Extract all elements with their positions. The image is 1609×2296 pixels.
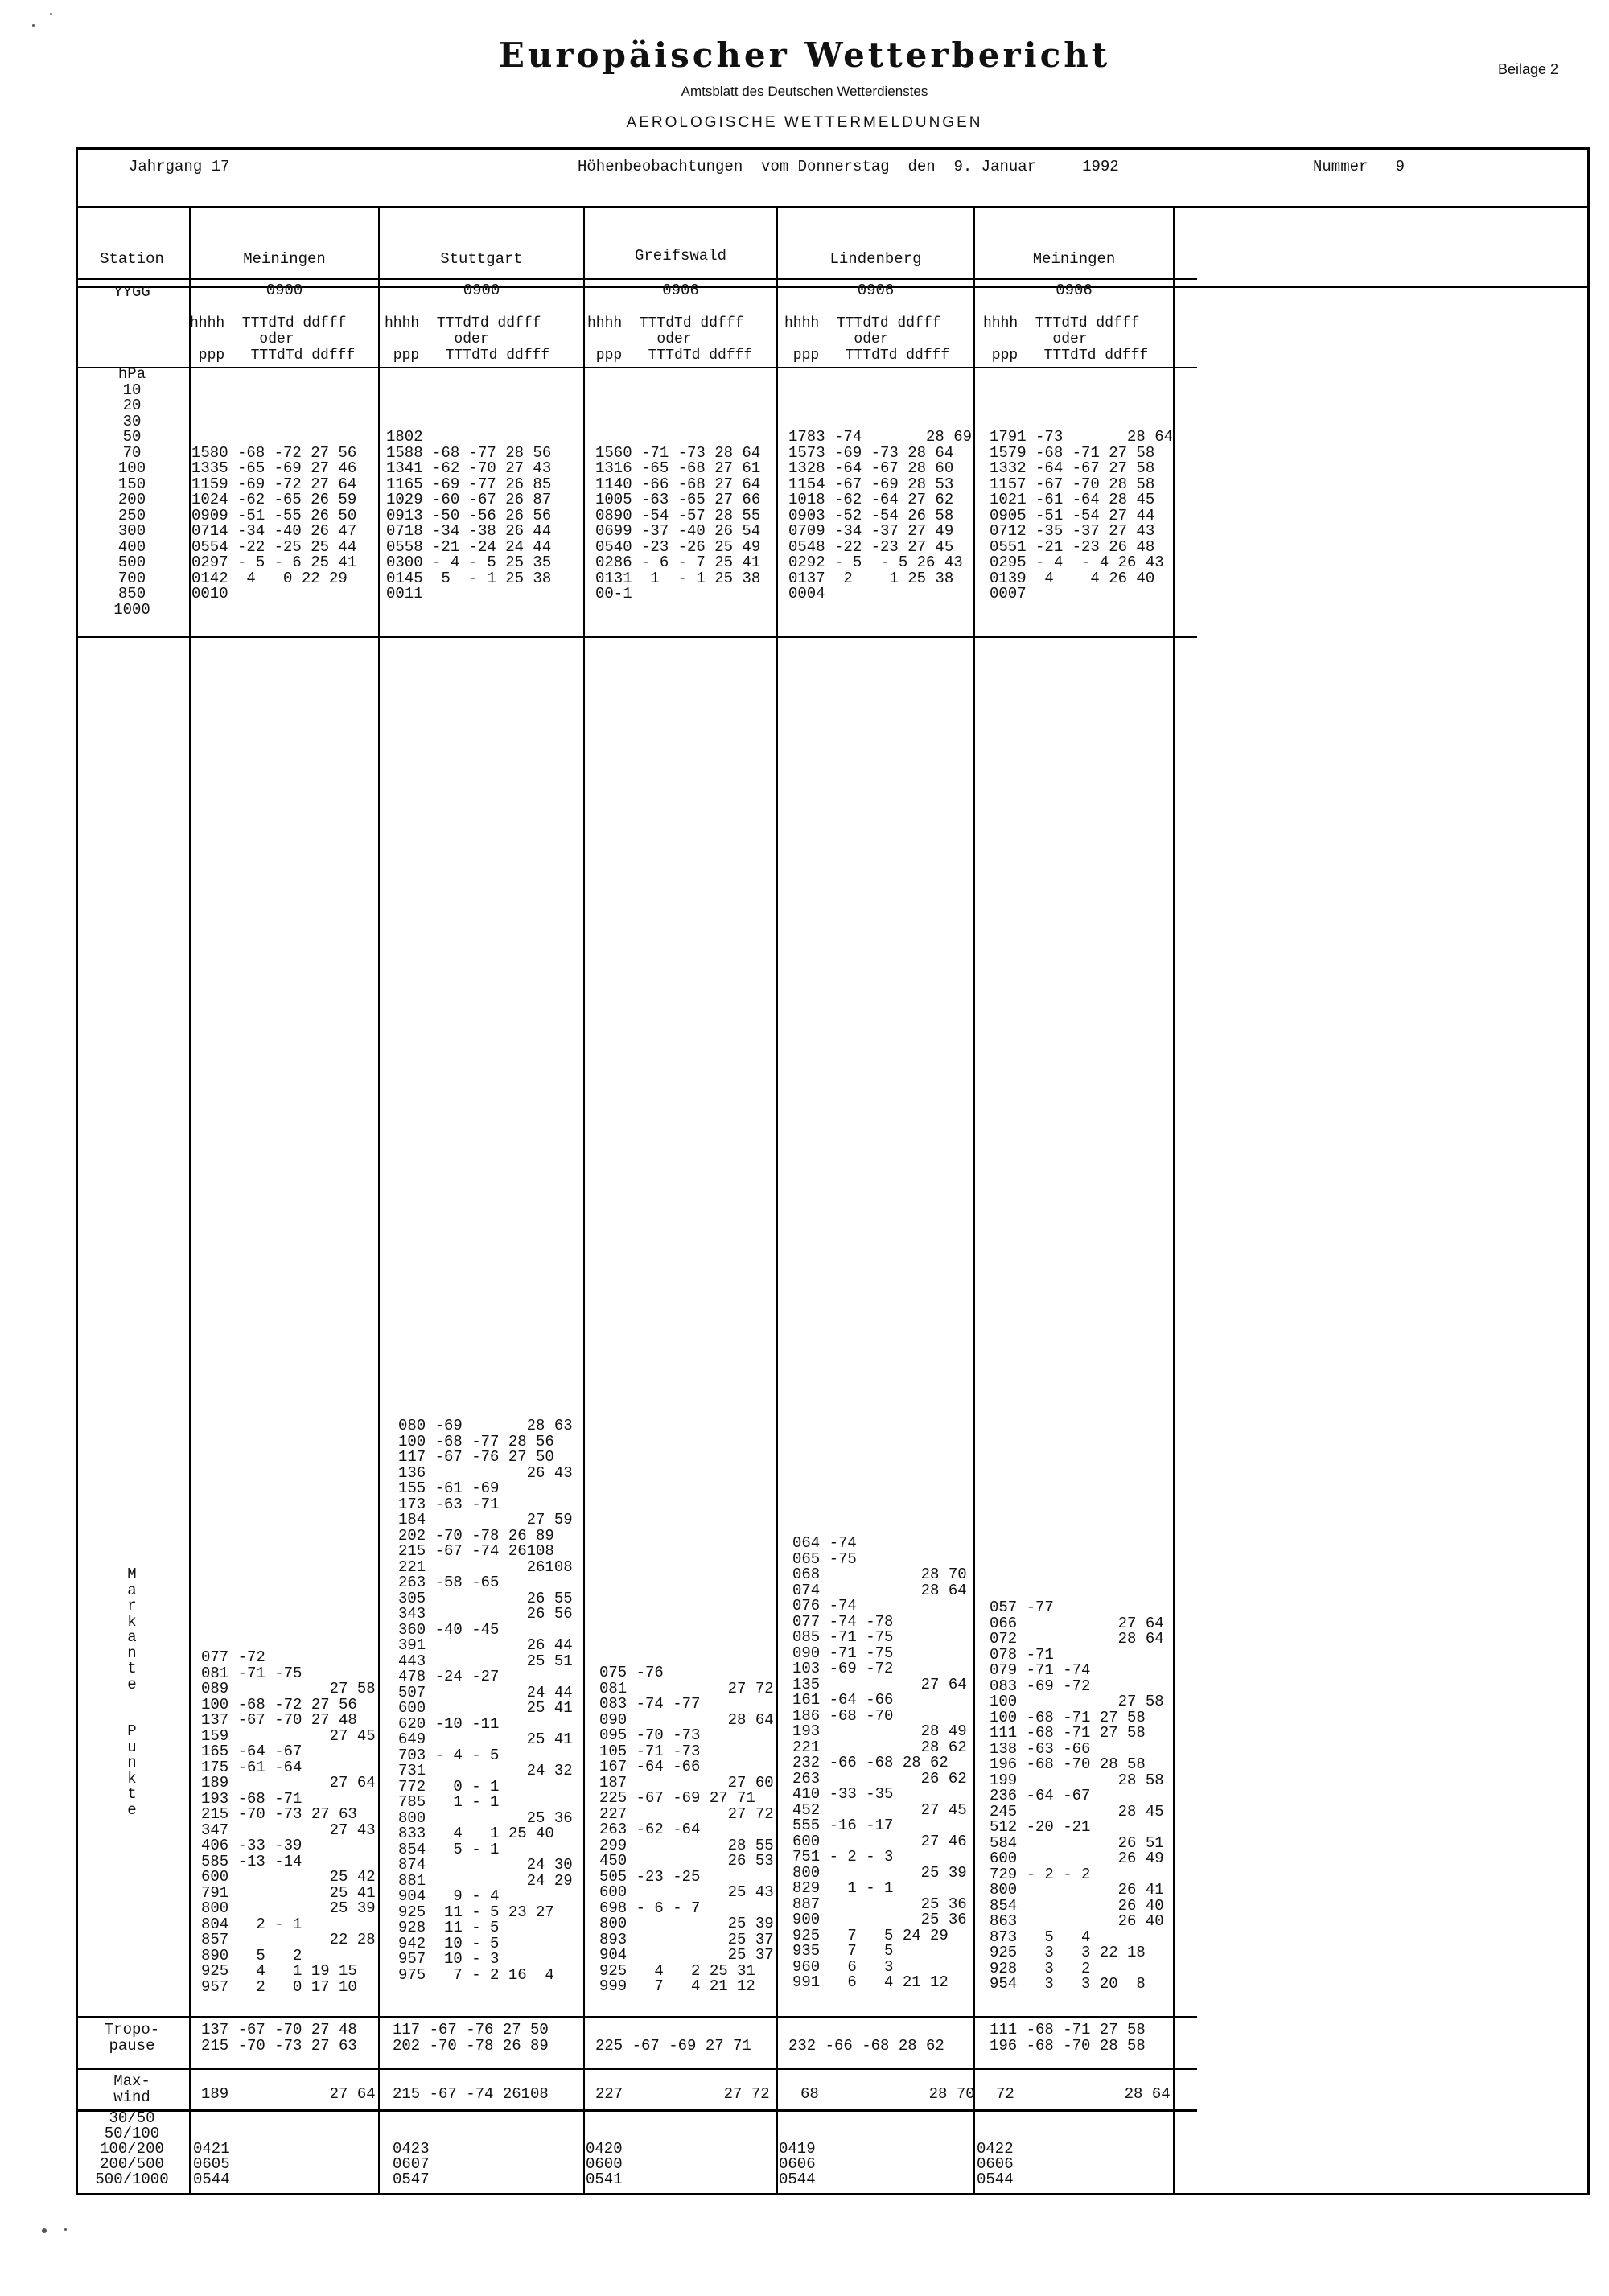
column-header: hhhh TTTdTd ddfff oder ppp TTTdTd ddfff	[983, 315, 1149, 364]
column-rule	[973, 206, 975, 2195]
thickness-data: 0422 0606 0544	[977, 2140, 1014, 2188]
maxwind-data: 227 27 72	[595, 2085, 770, 2103]
scan-speck	[32, 24, 35, 27]
column-rule	[378, 206, 380, 2195]
tropopause-data: 232 -66 -68 28 62	[788, 2036, 944, 2055]
supplement-label: Beilage 2	[1498, 61, 1559, 77]
station-name: Greifswald	[634, 247, 727, 265]
divider	[76, 636, 1197, 638]
section-title: AEROLOGISCHE WETTERMELDUNGEN	[626, 114, 983, 131]
column-rule	[189, 206, 191, 2195]
divider	[76, 2068, 1197, 2070]
divider	[76, 2016, 1197, 2018]
standard-levels: 1560 -71 -73 28 64 1316 -65 -68 27 61 1140 -66 -68 27 64 1005 -63 -65 27 66 0890 -54 -57 28 55 0699 -37 -40 26 54 0540 -23 -26 25 49 0286 - 6 - 7 25 41 0131 1 - 1 25 38 00-1	[595, 443, 761, 603]
divider	[76, 2109, 1197, 2112]
thickness-data: 0423 0607 0547	[393, 2140, 430, 2188]
maxwind-data: 68 28 70	[800, 2085, 975, 2103]
tropopause-data: 137 -67 -70 27 48 215 -70 -73 27 63	[201, 2021, 357, 2055]
issue-number: Nummer 9	[1313, 158, 1405, 175]
column-header: hhhh TTTdTd ddfff oder ppp TTTdTd ddfff	[385, 315, 550, 364]
thickness-label: 30/50 50/100 100/200 200/500 500/1000	[95, 2109, 169, 2188]
tropopause-data: 117 -67 -76 27 50 202 -70 -78 26 89	[393, 2021, 549, 2055]
significant-points: 057 -77 066 27 64 072 28 64 078 -71 079 -71 -74 083 -69 -72 100 27 58 100 -68 -71 27 58 111 -68 -71 27 58 138 -63 -66 196 -68 -70 28 58 199 28 58 236 -64 -67 245 28 45 512 -20 -21 584 26 51 600 26 49 729 - 2 - 2 800 26 41 854 26 40 863 26 40 873 5 4 925 3 3 22 18 928 3 2 954 3 3 20 8	[990, 1599, 1164, 1993]
scan-speck	[50, 13, 52, 15]
station-time: 0900	[463, 282, 500, 299]
station-time: 0906	[857, 282, 895, 299]
column-header: hhhh TTTdTd ddfff oder ppp TTTdTd ddfff	[190, 315, 356, 364]
pressure-levels: hPa 10 20 30 50 70 100 150 200 250 300 400 500 700 850 1000	[113, 365, 150, 619]
column-header: hhhh TTTdTd ddfff oder ppp TTTdTd ddfff	[784, 315, 950, 364]
column-rule	[776, 206, 778, 2195]
yygg-label: YYGG	[113, 283, 150, 301]
station-name: Meiningen	[1032, 250, 1116, 268]
column-rule	[1173, 206, 1175, 2195]
volume-label: Jahrgang 17	[129, 158, 230, 175]
scan-speck	[64, 2228, 67, 2231]
scan-speck	[42, 2228, 47, 2233]
station-time: 0906	[662, 282, 699, 299]
thickness-data: 0420 0600 0541	[586, 2140, 623, 2188]
standard-levels: 1802 1588 -68 -77 28 56 1341 -62 -70 27 43 1165 -69 -77 26 85 1029 -60 -67 26 87 0913 -50 -56 26 56 0718 -34 -38 26 44 0558 -21 -24 24 44 0300 - 4 - 5 25 35 0145 5 - 1 25 38 0011	[386, 428, 552, 603]
significant-points: 064 -74 065 -75 068 28 70 074 28 64 076 -74 077 -74 -78 085 -71 -75 090 -71 -75 103 -69 -72 135 27 64 161 -64 -66 186 -68 -70 193 28 49 221 28 62 232 -66 -68 28 62 263 26 62 410 -33 -35 452 27 45 555 -16 -17 600 27 46 751 - 2 - 3 800 25 39 829 1 - 1 887 25 36 900 25 36 925 7 5 24 29 935 7 5 960 6 3 991 6 4 21 12	[792, 1534, 967, 1991]
significant-points: 075 -76 081 27 72 083 -74 -77 090 28 64 095 -70 -73 105 -71 -73 167 -64 -66 187 27 60 225 -67 -69 27 71 227 27 72 263 -62 -64 299 28 55 450 26 53 505 -23 -25 600 25 43 698 - 6 - 7 800 25 39 893 25 37 904 25 37 925 4 2 25 31 999 7 4 21 12	[599, 1664, 774, 1995]
tropopause-data: 111 -68 -71 27 58 196 -68 -70 28 58	[990, 2021, 1146, 2055]
column-header: hhhh TTTdTd ddfff oder ppp TTTdTd ddfff	[587, 315, 753, 364]
maxwind-data: 215 -67 -74 26108	[393, 2085, 549, 2103]
page-subtitle: Amtsblatt des Deutschen Wetterdienstes	[681, 84, 928, 99]
divider	[76, 206, 1590, 208]
column-rule	[583, 206, 585, 2195]
thickness-data: 0419 0606 0544	[779, 2140, 816, 2188]
thickness-data: 0421 0605 0544	[193, 2140, 230, 2188]
standard-levels: 1580 -68 -72 27 56 1335 -65 -69 27 46 1159 -69 -72 27 64 1024 -62 -65 26 59 0909 -51 -55 26 50 0714 -34 -40 26 47 0554 -22 -25 25 44 0297 - 5 - 6 25 41 0142 4 0 22 29 0010	[191, 443, 357, 603]
station-time: 0900	[265, 282, 303, 299]
significant-points: 077 -72 081 -71 -75 089 27 58 100 -68 -72 27 56 137 -67 -70 27 48 159 27 45 165 -64 -67 175 -61 -64 189 27 64 193 -68 -71 215 -70 -73 27 63 347 27 43 406 -33 -39 585 -13 -14 600 25 42 791 25 41 800 25 39 804 2 - 1 857 22 28 890 5 2 925 4 1 19 15 957 2 0 17 10	[201, 1648, 376, 1996]
significant-points: 080 -69 28 63 100 -68 -77 28 56 117 -67 -76 27 50 136 26 43 155 -61 -69 173 -63 -71 184 27 59 202 -70 -78 26 89 215 -67 -74 26108 221 26108 263 -58 -65 305 26 55 343 26 56 360 -40 -45 391 26 44 443 25 51 478 -24 -27 507 24 44 600 25 41 620 -10 -11 649 25 41 703 - 4 - 5 731 24 32 772 0 - 1 785 1 - 1 800 25 36 833 4 1 25 40 854 5 - 1 874 24 30 881 24 29 904 9 - 4 925 11 - 5 23 27 928 11 - 5 942 10 - 5 957 10 - 3 975 7 - 2 16 4	[398, 1417, 573, 1984]
standard-levels: 1783 -74 28 69 1573 -69 -73 28 64 1328 -64 -67 28 60 1154 -67 -69 28 53 1018 -62 -64 27 62 0903 -52 -54 26 58 0709 -34 -37 27 49 0548 -22 -23 27 45 0292 - 5 - 5 26 43 0137 2 1 25 38 0004	[788, 428, 973, 603]
observation-label: Höhenbeobachtungen vom Donnerstag den 9. Januar 1992	[578, 158, 1119, 175]
tropopause-data: 225 -67 -69 27 71	[595, 2036, 751, 2055]
station-name: Stuttgart	[440, 250, 523, 268]
maxwind-data: 72 28 64	[996, 2085, 1171, 2103]
station-name: Lindenberg	[829, 250, 922, 268]
standard-levels: 1791 -73 28 64 1579 -68 -71 27 58 1332 -64 -67 27 58 1157 -67 -70 28 58 1021 -61 -64 28 45 0905 -51 -54 27 44 0712 -35 -37 27 43 0551 -21 -23 26 48 0295 - 4 - 4 26 43 0139 4 4 26 40 0007	[990, 428, 1174, 603]
divider	[76, 278, 1197, 280]
maxwind-label: Max- wind	[113, 2072, 150, 2106]
page-title: Europäischer Wetterbericht	[498, 35, 1111, 75]
tropopause-label: Tropo- pause	[104, 2021, 160, 2055]
station-time: 0906	[1056, 282, 1093, 299]
significant-points-label: M a r k a n t e P u n k t e	[127, 1566, 137, 1819]
station-label: Station	[100, 250, 164, 268]
maxwind-data: 189 27 64	[201, 2085, 376, 2103]
station-name: Meiningen	[243, 250, 326, 268]
